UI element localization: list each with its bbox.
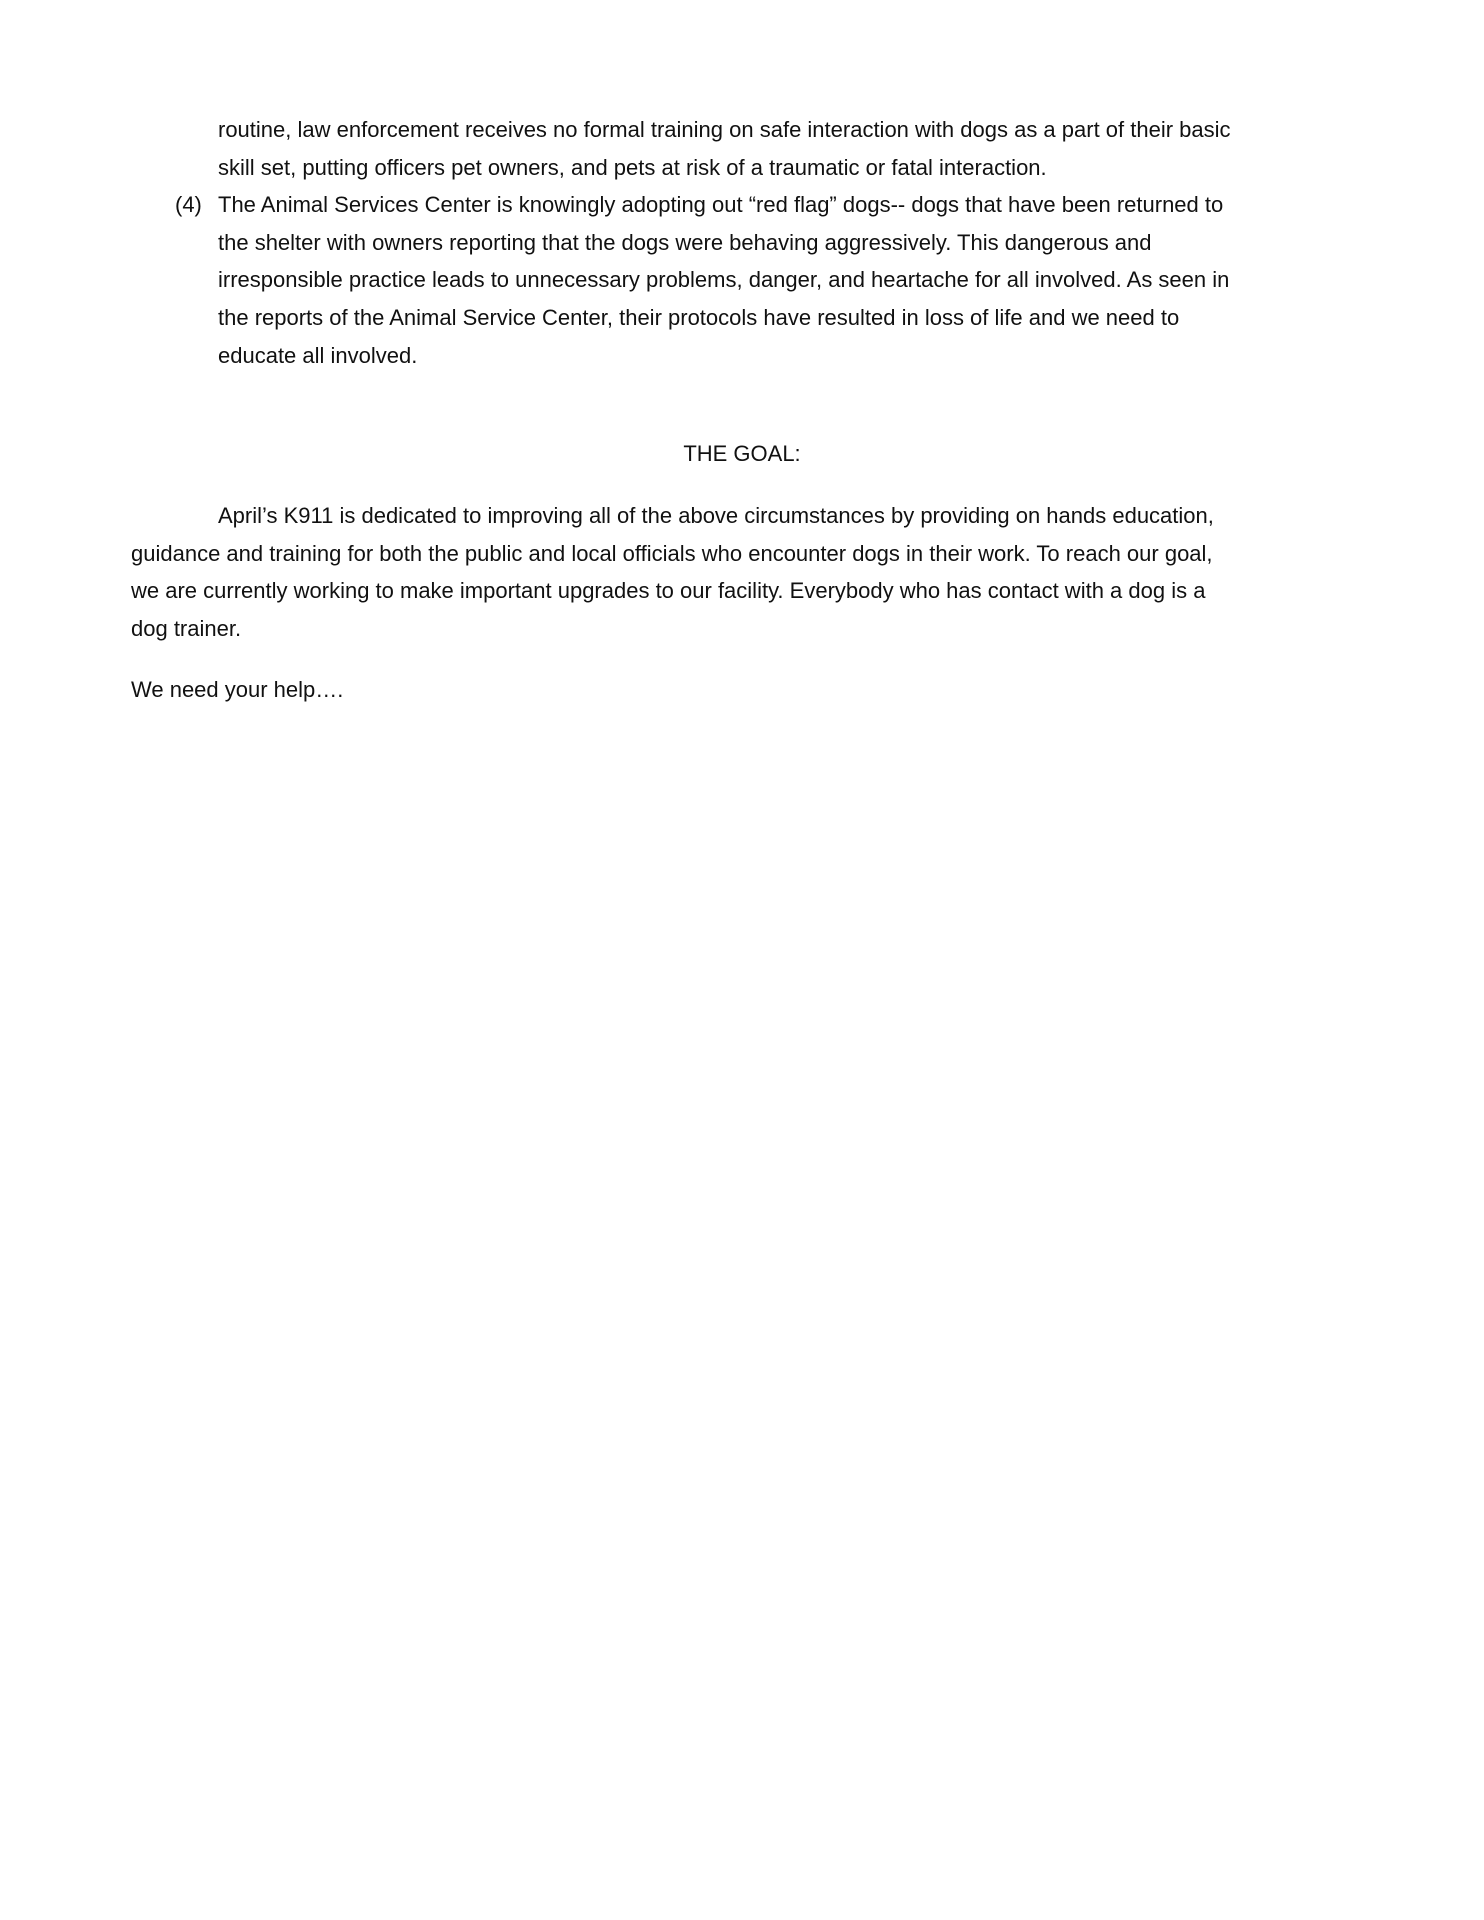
text-line: skill set, putting officers pet owners, and pets at risk of a traumatic or fatal interaction.	[218, 154, 1047, 180]
list-number: (4)	[175, 192, 202, 217]
text-line: we are currently working to make important upgrades to our facility. Everybody who has contact with a dog is a	[131, 578, 1206, 604]
goal-paragraph	[131, 497, 1214, 648]
text-line: guidance and training for both the public and local officials who encounter dogs in their work. To reach our goal,	[131, 540, 1213, 566]
text-line: educate all involved.	[218, 342, 418, 368]
text-line: April’s K911 is dedicated to improving all of the above circumstances by providing on hands education,	[218, 503, 1214, 528]
text-line: the reports of the Animal Service Center, their protocols have resulted in loss of life and we need to	[218, 305, 1180, 331]
text-line: routine, law enforcement receives no formal training on safe interaction with dogs as a part of their basic	[218, 117, 1231, 142]
text-line: dog trainer.	[131, 616, 242, 642]
text-line: The Animal Services Center is knowingly adopting out “red flag” dogs-- dogs that have been returned to	[218, 192, 1224, 217]
text-line: the shelter with owners reporting that the dogs were behaving aggressively. This dangerous and	[218, 229, 1152, 255]
closing-line: We need your help….	[131, 677, 344, 702]
goal-heading: THE GOAL:	[683, 441, 801, 466]
list-item-4	[175, 186, 1229, 375]
continuation-text	[218, 111, 1231, 186]
text-line: irresponsible practice leads to unnecessary problems, danger, and heartache for all involved. As seen in	[218, 267, 1230, 293]
